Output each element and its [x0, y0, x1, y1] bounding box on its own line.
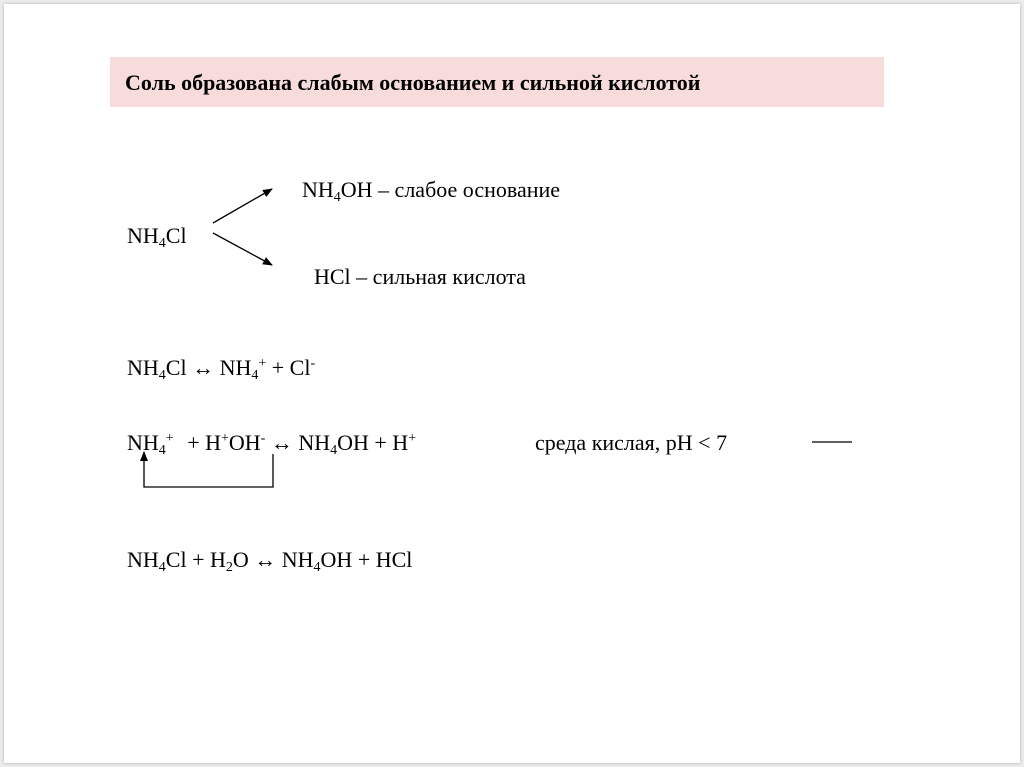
dissociation-equation: $NH_4Cl$ ↔ $NH_4^+ + Cl^-$: [127, 355, 316, 383]
ionic-hydrolysis-equation: $NH_4^+ + H^+OH^-$ ↔ $NH_4OH + H^+$: [127, 430, 417, 458]
ion-bracket-arrow: [144, 452, 273, 487]
branch-arrow-up: [213, 189, 272, 223]
salt-formula: $NH_4Cl$: [127, 223, 187, 251]
medium-label: среда кислая, pH < 7: [535, 430, 728, 455]
branch-arrow-down: [213, 233, 272, 265]
strong-acid-label: HCl – сильная кислота: [314, 264, 526, 289]
slide-title: Соль образована слабым основанием и сильной кислотой: [125, 70, 701, 95]
molecular-hydrolysis-equation: $NH_4Cl + H_2O$ ↔ $NH_4OH$ + HCl: [127, 547, 413, 575]
weak-base-label: $NH_4OH$ – слабое основание: [302, 177, 561, 205]
